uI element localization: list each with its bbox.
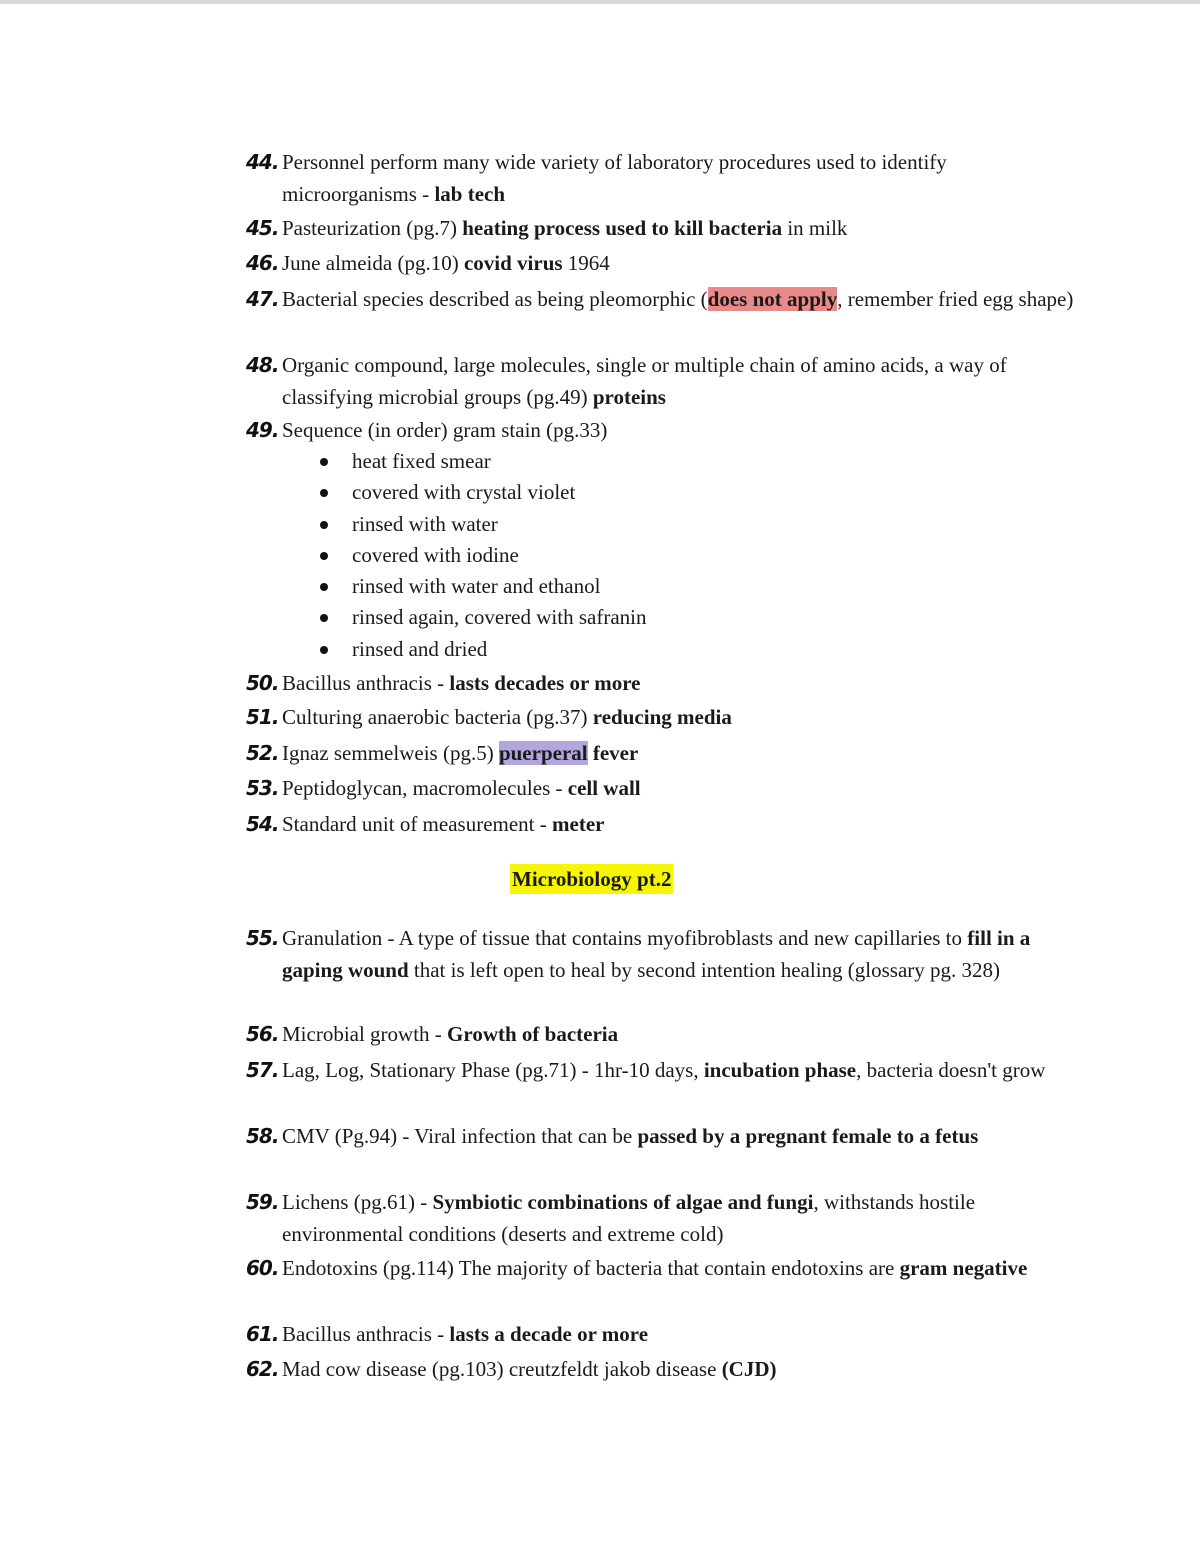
item-number: 55. (246, 926, 279, 950)
item-number: 59. (246, 1190, 279, 1214)
item-number: 61. (246, 1322, 279, 1346)
list-item: heat fixed smear (318, 446, 646, 477)
highlighted-answer: does not apply (707, 287, 838, 311)
answer: gram negative (899, 1256, 1028, 1280)
answer: Symbiotic combinations of algae and fungi (432, 1190, 814, 1214)
list-item-54: 54. Standard unit of measurement - meter (246, 808, 1076, 840)
answer: covid virus (463, 251, 563, 275)
list-item-59: 59. Lichens (pg.61) - Symbiotic combinations of algae and fungi, withstands hostile environmental conditions (deserts and extreme cold) (246, 1186, 1076, 1250)
item-number: 44. (246, 150, 279, 174)
answer: passed by a pregnant female to a fetus (637, 1124, 979, 1148)
list-item: rinsed and dried (318, 634, 646, 665)
item-number: 49. (246, 418, 279, 442)
answer: heating process used to kill bacteria (462, 216, 783, 240)
list-item-49: 49. Sequence (in order) gram stain (pg.33) (246, 414, 1076, 446)
list-item-48: 48. Organic compound, large molecules, single or multiple chain of amino acids, a way of classifying microbial groups (pg.49) proteins (246, 349, 1076, 413)
item-number: 57. (246, 1058, 279, 1082)
answer: lasts decades or more (449, 671, 641, 695)
item-number: 48. (246, 353, 279, 377)
list-item-44: 44. Personnel perform many wide variety of laboratory procedures used to identify microorganisms - lab tech (246, 146, 1076, 210)
list-item-62: 62. Mad cow disease (pg.103) creutzfeldt jakob disease (CJD) (246, 1353, 1076, 1385)
list-item-50: 50. Bacillus anthracis - lasts decades or more (246, 667, 1076, 699)
list-item-52: 52. Ignaz semmelweis (pg.5) puerperal fever (246, 737, 1076, 769)
item-number: 46. (246, 251, 279, 275)
item-number: 47. (246, 287, 279, 311)
answer: lasts a decade or more (449, 1322, 649, 1346)
item-number: 51. (246, 705, 279, 729)
answer: incubation phase (703, 1058, 857, 1082)
list-item: rinsed again, covered with safranin (318, 602, 646, 633)
answer: Growth of bacteria (447, 1022, 619, 1046)
item-number: 54. (246, 812, 279, 836)
answer: proteins (592, 385, 666, 409)
list-item: rinsed with water (318, 509, 646, 540)
item-number: 53. (246, 776, 279, 800)
list-item-51: 51. Culturing anaerobic bacteria (pg.37) reducing media (246, 701, 1076, 733)
list-item-55: 55. Granulation - A type of tissue that contains myofibroblasts and new capillaries to fill in a gaping wound that is left open to heal by second intention healing (glossary pg. 328) (246, 922, 1076, 986)
answer: meter (552, 812, 605, 836)
list-item-46: 46. June almeida (pg.10) covid virus 1964 (246, 247, 1076, 279)
answer: cell wall (567, 776, 641, 800)
item-number: 62. (246, 1357, 279, 1381)
list-item-57: 57. Lag, Log, Stationary Phase (pg.71) - 1hr-10 days, incubation phase, bacteria doesn't grow (246, 1054, 1076, 1086)
item-number: 58. (246, 1124, 279, 1148)
list-item-60: 60. Endotoxins (pg.114) The majority of bacteria that contain endotoxins are gram negative (246, 1252, 1076, 1284)
list-item-58: 58. CMV (Pg.94) - Viral infection that can be passed by a pregnant female to a fetus (246, 1120, 1076, 1152)
answer: (CJD) (721, 1357, 777, 1381)
list-item: covered with iodine (318, 540, 646, 571)
answer: reducing media (592, 705, 732, 729)
answer: lab tech (434, 182, 506, 206)
item-number: 45. (246, 216, 279, 240)
item-number: 56. (246, 1022, 279, 1046)
list-item-61: 61. Bacillus anthracis - lasts a decade or more (246, 1318, 1076, 1350)
highlighted-answer: puerperal (498, 741, 588, 765)
gram-stain-steps-list (318, 446, 646, 665)
answer: fill in a gaping wound (282, 926, 1031, 982)
list-item: rinsed with water and ethanol (318, 571, 646, 602)
item-number: 52. (246, 741, 279, 765)
section-title: Microbiology pt.2 (510, 864, 673, 894)
list-item-53: 53. Peptidoglycan, macromolecules - cell wall (246, 772, 1076, 804)
list-item-47: 47. Bacterial species described as being pleomorphic (does not apply, remember fried egg shape) (246, 283, 1076, 315)
item-number: 50. (246, 671, 279, 695)
list-item: covered with crystal violet (318, 477, 646, 508)
item-number: 60. (246, 1256, 279, 1280)
list-item-45: 45. Pasteurization (pg.7) heating process used to kill bacteria in milk (246, 212, 1076, 244)
list-item-56: 56. Microbial growth - Growth of bacteria (246, 1018, 1076, 1050)
